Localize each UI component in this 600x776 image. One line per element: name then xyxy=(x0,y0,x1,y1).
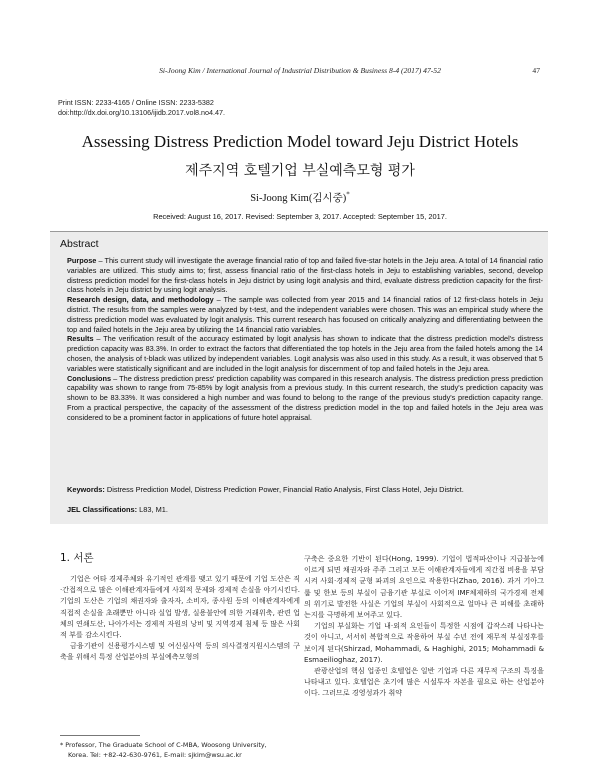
received-dates: Received: August 16, 2017. Revised: September 3, 2017. Accepted: September 15, 2017. xyxy=(153,212,447,221)
left-column xyxy=(60,573,300,663)
jel-classifications xyxy=(67,505,543,514)
left-paragraph-1: 기업은 여타 경제주체와 유기적인 관계를 맺고 있기 때문에 기업 도산은 직·간접적으로 많은 이해관계자들에게 사회적 문제와 경제적 손실을 야기시킨다. 기업의 도산은 기업의 채권자와 출자자, 소비자, 종사원 등의 이해관계자에게 직접적 손실을 초래뿐만 아니라 실업 발생, 실용불안에 의한 거래위축, 관련 업체의 연쇄도산, 나아가서는 경제적 자원의 낭비 및 지역경제 침체 등 많은 사회적 부를 감소시킨다. xyxy=(60,574,300,640)
purpose-label: Purpose xyxy=(67,256,97,265)
footnote-line-1: * Professor, The Graduate School of C-MBA, Woosong University, xyxy=(60,741,267,749)
paper-title-korean: 제주지역 호텔기업 부실예측모형 평가 xyxy=(185,163,415,179)
right-column xyxy=(304,553,544,699)
abstract-conclusions xyxy=(67,374,543,423)
running-header xyxy=(60,66,540,75)
paper-title-english: Assessing Distress Prediction Model toward Jeju District Hotels xyxy=(81,132,519,151)
keywords-label: Keywords: xyxy=(67,485,105,494)
right-paragraph-1: 구축은 중요한 기반이 된다(Hong, 1999). 기업이 법적파산이나 지급불능에 이르게 되면 채권자와 주주 그리고 모든 이해관계자들에게 직간접 비용을 부담시켜 사회·경제적 균형 파괴의 요인으로 작용한다(Zhao, 2016). 과거 기아그룹 및 한보 등의 부실이 금융기관 부실로 이어져 IMF체제하의 국가경제 전체의 위기로 발전한 사실은 기업의 부실이 사회적으로 얼마나 큰 피해를 초래하는지를 극명하게 보여주고 있다. xyxy=(304,554,544,620)
abstract-results xyxy=(67,334,543,373)
jel-text: L83, M1. xyxy=(137,505,168,514)
purpose-text: – This current study will investigate the average financial ratio of top and failed five-star hotels in the Jeju area. A total of 14 financial ratio variables are utilized. This study aims to; first, assess financial ratio of the first-class hotels in Jeju to establishing variables, second, develop distress prediction model for the first-class hotels in Jeju district by using logit analysis and third, evaluate distress prediction capacity for the first-class hotels in Jeju district by using logit analysis. xyxy=(67,256,543,295)
abstract-purpose xyxy=(67,256,543,295)
issn-block xyxy=(58,98,225,117)
author-footnote xyxy=(60,741,300,760)
author-name: Si-Joong Kim(김시중) xyxy=(250,193,347,204)
abstract-design xyxy=(67,295,543,334)
jel-label: JEL Classifications: xyxy=(67,505,138,514)
left-paragraph-2: 금융기관이 신용평가시스템 및 여신심사역 등의 의사결정지원시스템의 구축을 위해서 특정 산업분야의 부실예측모형의 xyxy=(60,641,300,662)
running-header-text: Si-Joong Kim / International Journal of Industrial Distribution & Business 8-4 (2017) 47-52 xyxy=(159,66,441,75)
footnote-line-2: Korea. Tel: +82-42-630-9761, E-mail: sjkim@wsu.ac.kr xyxy=(68,750,242,759)
keywords xyxy=(67,485,543,494)
conclusions-label: Conclusions xyxy=(67,373,112,383)
design-text: – The sample was collected from year 2015 and 14 financial ratios of 12 first-class hotels in Jeju district. The results from the samples were analyzed by t-test, and the independent variables were chosen. This was an empirical study where the distress prediction model was evaluated by logit analysis. This current research has focused on critically analyzing and differentiating between the top and failed hotels in the Jeju area by utilizing the 14 financial ratio variables. xyxy=(67,295,543,334)
keywords-text: Distress Prediction Model, Distress Prediction Power, Financial Ratio Analysis, First Class Hotel, Jeju District. xyxy=(104,485,464,494)
author-line xyxy=(0,190,600,205)
conclusions-text: – The distress prediction press' prediction capability was compared in this research analysis. The distress prediction press prediction capability was shown to range from 75-85% by logit analysis from a previous study. In this current research, the study's prediction capacity was shown to be 83.33%. It was considered a high number and was found to belong to the range of the previous study's prediction capacity range. From a practical perspective, the capacity of the assessment of the distress prediction model in the top and failed hotels in the Jeju area was considered to be a prominent factor in applications of future hotel appraisal. xyxy=(67,373,543,422)
doi-line: doi:http://dx.doi.org/10.13106/ijidb.2017.vol8.no4.47. xyxy=(58,107,226,117)
page-number: 47 xyxy=(532,66,540,75)
right-paragraph-2: 기업의 부실화는 기업 내·외적 요인들이 특정한 시점에 갑작스레 나타나는 것이 아니고, 서서히 복합적으로 작용하여 부실 수년 전에 재무적 부실징후를 보이게 된다(Shirzad, Mohammadi, & Haghighi, 2015; Mohammadi & Esmaeilioghaz, 2017). xyxy=(304,621,544,664)
abstract-body xyxy=(67,256,543,423)
abstract-heading: Abstract xyxy=(60,238,99,250)
footnote-divider xyxy=(60,735,140,736)
results-label: Results xyxy=(67,334,94,344)
section-heading-introduction: 1. 서론 xyxy=(60,552,94,564)
right-paragraph-3: 관광산업의 핵심 업종인 호텔업은 일반 기업과 다른 재무적 구조의 특징을 나타내고 있다. 호텔업은 초기에 많은 시설투자 자본을 필요로 하는 산업분야이다. 그러므로 경영성과가 취약 xyxy=(304,666,544,698)
results-text: – The verification result of the accuracy estimated by logit analysis has shown to indicate that the distress prediction model's distress prediction capacity was 83.3%. In order to extract the factors that differentiated the top hotels in the Jeju area from the failed hotels among the 14 chosen, the analysis of t-black was utilized by independent variables. Logit analysis was also used in this study. As a result, it was observed that 5 variables were statistically significant and are included in the logit analysis for discernment of top and failed hotels in the Jeju area. xyxy=(67,334,543,373)
issn-line: Print ISSN: 2233-4165 / Online ISSN: 2233-5382 xyxy=(58,98,214,107)
author-footnote-mark: * xyxy=(346,190,350,199)
design-label: Research design, data, and methodology xyxy=(67,295,214,305)
